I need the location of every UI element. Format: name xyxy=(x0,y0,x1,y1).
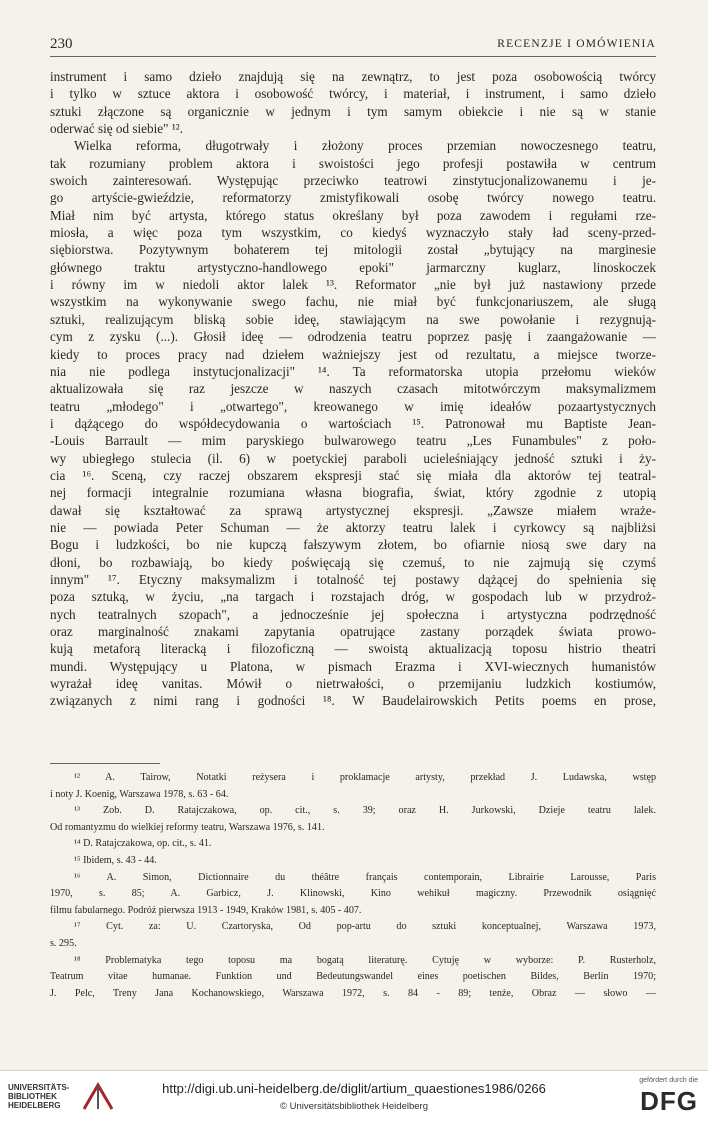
text-line: nie — powiada Peter Schuman — że aktorzy teatru lalek i cyrkowcy są najbliżsi xyxy=(50,519,656,535)
footnotes xyxy=(50,770,656,1002)
viewer-footer xyxy=(0,1070,708,1121)
footnote-line: ¹⁷ Cyt. za: U. Czartoryska, Od pop-artu do sztuki konceptualnej, Warszawa 1973, xyxy=(74,921,656,933)
footnote-line: ¹⁶ A. Simon, Dictionnaire du théâtre français contemporain, Librairie Larousse, Paris xyxy=(74,871,656,883)
footnote-line: ¹⁵ Ibidem, s. 43 - 44. xyxy=(74,854,157,866)
text-line: mundi. Występujący u Platona, w pismach Erazma i XVI-wiecznych humanistów xyxy=(50,658,656,674)
library-logo-text: UNIVERSITÄTS- BIBLIOTHEK HEIDELBERG xyxy=(8,1083,70,1110)
text-line: cym z zysku (...). Głosił ideę — odrodzenia teatru poprzez pasję i zaangażowanie — xyxy=(50,329,656,345)
text-line: teatru „młodego" i „otwartego", kreowanego w imię ideałów pozaartystycznych xyxy=(50,398,656,414)
text-line: miosła, a więc poza tym wszystkim, co kiedyś wyznaczyło stały ład sceny-przed- xyxy=(50,225,656,241)
text-line: i dążącego do współdecydowania o wartościach ¹⁵. Patronował mu Baptiste Jean- xyxy=(50,415,656,431)
footnote-divider xyxy=(50,763,160,764)
text-line: aktualizowała się raz jeszcze w naszych czasach mitotwórczym maksymalizmem xyxy=(50,381,656,397)
footnote-line: J. Pelc, Treny Jana Kochanowskiego, Warszawa 1972, s. 84 - 89; tenże, Obraz — słowo — xyxy=(50,987,656,999)
text-line: cia ¹⁶. Sceną, czy raczej obszarem ekspresji stać się miała dla aktorów tej teatral- xyxy=(50,467,656,483)
text-line: głównego traktu artystyczno-handlowego epoki" jarmarczny kuglarz, linoskoczek xyxy=(50,259,656,275)
text-line: dawał się kształtować za sprawą artystycznej ekspresji. „Zawsze miałem wraże- xyxy=(50,502,656,518)
footnote-line: ¹² A. Tairow, Notatki reżysera i proklamacje artysty, przekład J. Ludawska, wstęp xyxy=(74,772,656,783)
text-line: wszystkim na wykonywanie swego fachu, nie miał być funkcjonariuszem, ale sługą xyxy=(50,294,656,310)
text-line: i tylko w sztuce aktora i osobowość twórcy, i materiał, i instrument, i samo dzieło xyxy=(50,86,656,102)
text-line: innym" ¹⁷. Etyczny maksymalizm i totalność tej postawy dążącej do spełnienia się xyxy=(50,571,656,587)
main-text xyxy=(50,68,656,710)
text-line: dłoni, bo rozbawiają, bo kiedy poświęcają się czemuś, to nie zajmują się czymś xyxy=(50,554,656,570)
text-line: związanych z nimi rang i godności ¹⁸. W Baudelairowskich Petits poems en prose, xyxy=(50,693,656,709)
text-line: sztuki złączone są organicznie w jednym i tym samym obiekcie i nie są w stanie xyxy=(50,103,656,119)
text-line: oraz marginalność znakami zapytania opatrujące zastany porządek świata prowo- xyxy=(50,624,656,639)
footnote-line: filmu fabularnego. Podróż pierwsza 1913 - 1949, Kraków 1981, s. 405 - 407. xyxy=(50,904,362,916)
text-line: poza sztuką, w życiu, „na targach i rozstajach dróg, w gospodach lub w przydroż- xyxy=(50,589,656,605)
text-line: instrument i samo dzieło znajdują się na zewnątrz, to jest poza osobowością twórcy xyxy=(50,69,656,84)
footnote-line: ¹⁸ Problematyka tego toposu ma bogatą literaturę. Cytuję w wyborze: P. Rusterholz, xyxy=(74,954,656,966)
permalink-url[interactable]: http://digi.ub.uni-heidelberg.de/diglit/artium_quaestiones1986/0266 xyxy=(162,1081,546,1096)
text-line: nej formacji integralnie rozumiana własna biografia, świat, który zgodnie z utopią xyxy=(50,485,656,501)
footnote-line: Od romantyzmu do wielkiej reformy teatru, Warszawa 1976, s. 141. xyxy=(50,821,325,833)
text-line: i równy im w niedoli aktor lalek ¹³. Reformator „nie był już nastawiony przede xyxy=(50,277,656,293)
running-head: RECENZJE I OMÓWIENIA xyxy=(497,38,656,50)
text-line: swoich zainteresowań. Występując przeciwko teatrowi zinstytucjonalizowanemu i je- xyxy=(50,173,656,189)
text-line: siębiorstwa. Pozytywnym bohaterem tej mitologii został „bytujący na marginesie xyxy=(50,242,656,258)
text-line: wyrażał ideę vanitas. Mówił o nietrwałości, o przemijaniu ludzkich kostiumów, xyxy=(50,676,656,692)
text-line: kują metaforą literacką i filozoficzną — swoistą aktualizacją toposu histrio theatri xyxy=(50,641,656,657)
footnote-line: 1970, s. 85; A. Garbicz, J. Klinowski, Kino wehikuł magiczny. Przewodnik osiągnięć xyxy=(50,888,656,900)
page-header xyxy=(50,34,656,57)
text-line: wy ubiegłego stulecia (il. 6) w poetyckiej paraboli ucieleśniający jedność sztuki i ży- xyxy=(50,450,656,466)
footnote-line: Teatrum vitae humanae. Funktion und Bedeutungswandel eines poetischen Bildes, Berlin 1970; xyxy=(50,971,656,983)
text-line: Wielka reforma, długotrwały i złożony proces przemian nowoczesnego teatru, xyxy=(74,138,656,154)
dfg-logo: DFG xyxy=(640,1086,698,1116)
text-line: Miał nim być artysta, którego status określany był poza zawodem i regułami rze- xyxy=(50,207,656,223)
text-line: -Louis Barrault — mim paryskiego bulwarowego teatru „Les Funambules" z poło- xyxy=(50,433,656,449)
text-line: nia nie podlega instytucjonalizacji" ¹⁴. Ta reformatorska utopia przełomu wieków xyxy=(50,363,656,379)
text-line: nych teatralnych szopach", a jednocześnie jej społeczna i artystyczna podrzędność xyxy=(50,606,656,622)
footnote-line: ¹³ Zob. D. Ratajczakowa, op. cit., s. 39; oraz H. Jurkowski, Dzieje teatru lalek. xyxy=(74,805,656,817)
text-line: tak rozumiany problem aktora i swoistości jego profesji postawiła w centrum xyxy=(50,155,656,171)
funder-block[interactable] xyxy=(626,1077,698,1117)
footnote-line: ¹⁴ D. Ratajczakowa, op. cit., s. 41. xyxy=(74,838,212,850)
text-line: sztuki, realizującym bliską sobie ideę, stawiającym na swe powołanie i rezygnują- xyxy=(50,311,656,327)
page-number: 230 xyxy=(50,36,73,52)
footnote-line: i noty J. Koenig, Warszawa 1978, s. 63 - 64. xyxy=(50,788,229,800)
text-line: kiedy to proces pracy nad dziełem ważniejszy jest od rezultatu, a miejsce tworze- xyxy=(50,346,656,362)
text-line: Bogu i ludzkości, bo nie kupczą fałszywym złotem, bo ofiarnie niosą swe dary na xyxy=(50,537,656,553)
funding-caption: gefördert durch die xyxy=(639,1077,698,1084)
footnote-line: s. 295. xyxy=(50,937,77,949)
text-line: go artyście-gwieździe, reformatorzy zmistyfikowali osobę twórcy nowego teatru. xyxy=(50,190,656,206)
copyright-notice: © Universitätsbibliothek Heidelberg xyxy=(280,1101,428,1112)
text-line: oderwać się od siebie" ¹². xyxy=(50,121,184,137)
